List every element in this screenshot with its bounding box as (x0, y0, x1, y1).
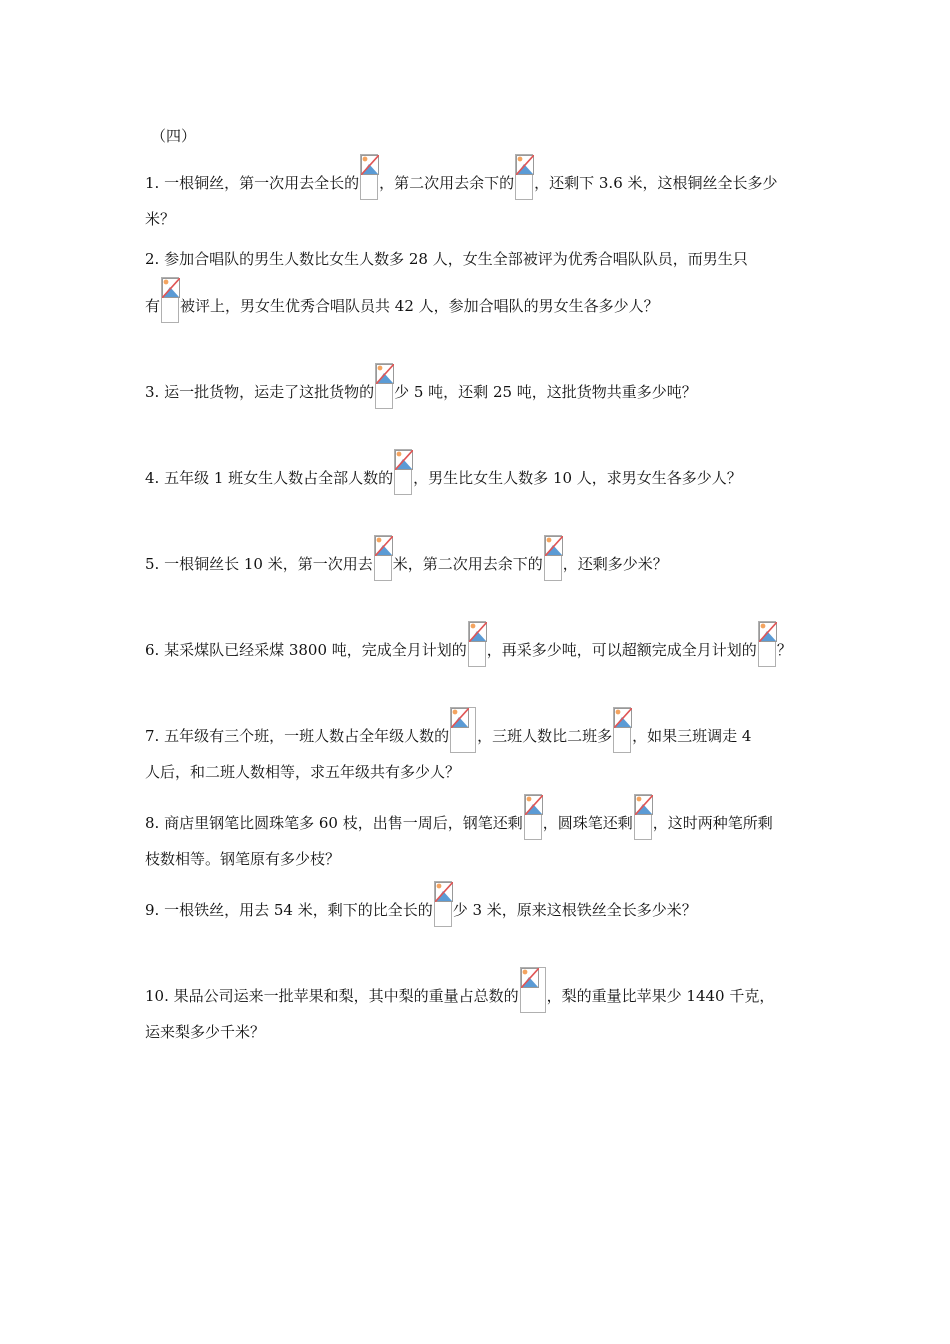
question-7-text-d: 人后，和二班人数相等，求五年级共有多少人？ (145, 763, 461, 781)
question-2-text-c: 被评上，男女生优秀合唱队员共 42 人，参加合唱队的男女生各多少人？ (180, 297, 659, 315)
question-5-text-b: 米，第二次用去余下的 (392, 555, 543, 573)
broken-image-icon (374, 535, 392, 581)
question-3 (145, 363, 815, 410)
question-8-text-b: ，圆珠笔还剩 (542, 814, 633, 832)
question-1-text-b: ，第二次用去余下的 (379, 174, 515, 192)
broken-image-icon (515, 154, 533, 200)
question-5 (145, 535, 815, 582)
broken-image-icon (468, 621, 486, 667)
question-7-text-a: 7. 五年级有三个班，一班人数占全年级人数的 (145, 727, 450, 745)
question-8-text-d: 枝数相等。钢笔原有多少枝？ (145, 850, 341, 868)
broken-image-icon (360, 154, 378, 200)
question-6-text-b: ，再采多少吨，可以超额完成全月计划的 (486, 641, 757, 659)
question-6-text-a: 6. 某采煤队已经采煤 3800 吨，完成全月计划的 (145, 641, 467, 659)
question-10-text-b: ，梨的重量比苹果少 1440 千克， (546, 987, 775, 1005)
question-1-text-d: 米？ (145, 210, 176, 228)
question-8-text-c: ，这时两种笔所剩 (652, 814, 773, 832)
broken-image-icon (394, 449, 412, 495)
question-10 (145, 967, 815, 1050)
broken-image-icon (520, 967, 546, 1013)
question-1-text-c: ，还剩下 3.6 米，这根铜丝全长多少 (534, 174, 778, 192)
question-9-text-a: 9. 一根铁丝，用去 54 米，剩下的比全长的 (145, 901, 433, 919)
broken-image-icon (634, 794, 652, 840)
broken-image-icon (758, 621, 776, 667)
question-7-text-b: ，三班人数比二班多 (477, 727, 613, 745)
question-10-text-c: 运来梨多少千米？ (145, 1023, 266, 1041)
broken-image-icon (434, 881, 452, 927)
broken-image-icon (161, 277, 179, 323)
question-8-text-a: 8. 商店里钢笔比圆珠笔多 60 枝，出售一周后，钢笔还剩 (145, 814, 523, 832)
broken-image-icon (544, 535, 562, 581)
broken-image-icon (450, 707, 476, 753)
question-1 (145, 154, 815, 237)
question-2 (145, 241, 815, 324)
question-5-text-c: ，还剩多少米？ (562, 555, 668, 573)
question-1-text-a: 1. 一根铜丝，第一次用去全长的 (145, 174, 360, 192)
question-9-text-b: 少 3 米，原来这根铁丝全长多少米？ (452, 901, 697, 919)
broken-image-icon (375, 363, 393, 409)
broken-image-icon (613, 707, 631, 753)
question-4-text-b: ，男生比女生人数多 10 人，求男女生各多少人？ (413, 469, 742, 487)
question-10-text-a: 10. 果品公司运来一批苹果和梨，其中梨的重量占总数的 (145, 987, 519, 1005)
question-6 (145, 621, 815, 668)
question-4 (145, 449, 815, 496)
question-6-text-c: ？ (776, 641, 792, 659)
question-8 (145, 794, 815, 877)
section-heading: （四） (151, 127, 197, 145)
question-3-text-b: 少 5 吨，还剩 25 吨，这批货物共重多少吨？ (394, 383, 697, 401)
broken-image-icon (524, 794, 542, 840)
question-2-text-b: 有 (145, 297, 161, 315)
question-5-text-a: 5. 一根铜丝长 10 米，第一次用去 (145, 555, 373, 573)
question-9 (145, 881, 815, 928)
question-7 (145, 707, 815, 790)
question-2-text-a: 2. 参加合唱队的男生人数比女生人数多 28 人，女生全部被评为优秀合唱队队员，而男生只 (145, 250, 748, 268)
question-7-text-c: ，如果三班调走 4 (632, 727, 752, 745)
question-3-text-a: 3. 运一批货物，运走了这批货物的 (145, 383, 375, 401)
question-4-text-a: 4. 五年级 1 班女生人数占全部人数的 (145, 469, 394, 487)
worksheet (145, 118, 815, 1050)
